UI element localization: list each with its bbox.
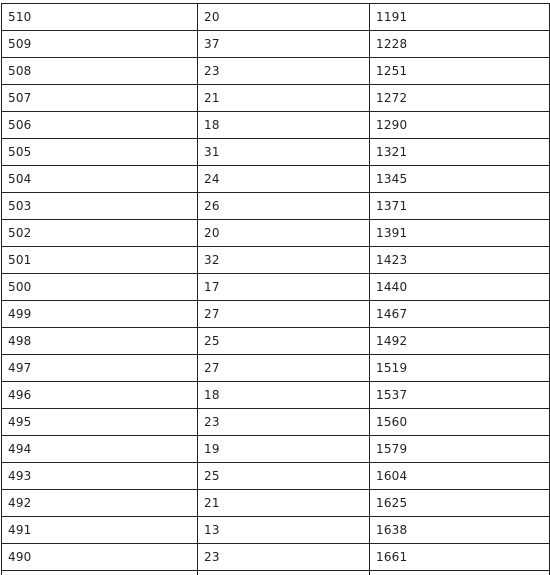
count-cell: 19 — [198, 436, 370, 463]
table-row — [2, 382, 550, 409]
cumulative-cell: 1560 — [370, 409, 550, 436]
table-row — [2, 409, 550, 436]
count-cell — [198, 571, 370, 575]
count-cell: 24 — [198, 166, 370, 193]
table-row — [2, 31, 550, 58]
cumulative-cell: 1191 — [370, 4, 550, 31]
table-row — [2, 4, 550, 31]
score-cell: 498 — [2, 328, 198, 355]
table-row — [2, 220, 550, 247]
table-row — [2, 517, 550, 544]
cumulative-cell: 1321 — [370, 139, 550, 166]
count-cell: 25 — [198, 328, 370, 355]
score-table-body — [2, 4, 550, 575]
count-cell: 23 — [198, 409, 370, 436]
count-cell: 13 — [198, 517, 370, 544]
table-row — [2, 112, 550, 139]
score-cell: 506 — [2, 112, 198, 139]
table-row — [2, 193, 550, 220]
cumulative-cell: 1251 — [370, 58, 550, 85]
cumulative-cell: 1492 — [370, 328, 550, 355]
count-cell: 20 — [198, 220, 370, 247]
score-cell: 509 — [2, 31, 198, 58]
table-row — [2, 85, 550, 112]
score-cell: 497 — [2, 355, 198, 382]
score-cell: 499 — [2, 301, 198, 328]
score-cell: 503 — [2, 193, 198, 220]
table-row — [2, 355, 550, 382]
cumulative-cell: 1391 — [370, 220, 550, 247]
score-cell: 505 — [2, 139, 198, 166]
score-cell: 508 — [2, 58, 198, 85]
cumulative-cell: 1272 — [370, 85, 550, 112]
score-cell: 495 — [2, 409, 198, 436]
score-cell: 496 — [2, 382, 198, 409]
count-cell: 27 — [198, 355, 370, 382]
table-row — [2, 58, 550, 85]
count-cell: 21 — [198, 490, 370, 517]
count-cell: 31 — [198, 139, 370, 166]
table-row — [2, 571, 550, 575]
table-row — [2, 139, 550, 166]
count-cell: 20 — [198, 4, 370, 31]
cumulative-cell: 1290 — [370, 112, 550, 139]
table-row — [2, 463, 550, 490]
score-table — [1, 3, 550, 575]
count-cell: 21 — [198, 85, 370, 112]
score-cell: 500 — [2, 274, 198, 301]
table-row — [2, 490, 550, 517]
count-cell: 32 — [198, 247, 370, 274]
count-cell: 23 — [198, 544, 370, 571]
cumulative-cell: 1604 — [370, 463, 550, 490]
count-cell: 17 — [198, 274, 370, 301]
cumulative-cell: 1579 — [370, 436, 550, 463]
cumulative-cell: 1228 — [370, 31, 550, 58]
count-cell: 27 — [198, 301, 370, 328]
cumulative-cell: 1519 — [370, 355, 550, 382]
cumulative-cell: 1467 — [370, 301, 550, 328]
count-cell: 23 — [198, 58, 370, 85]
score-cell: 492 — [2, 490, 198, 517]
score-cell: 494 — [2, 436, 198, 463]
score-cell: 504 — [2, 166, 198, 193]
table-row — [2, 436, 550, 463]
cumulative-cell: 1625 — [370, 490, 550, 517]
score-cell: 491 — [2, 517, 198, 544]
count-cell: 37 — [198, 31, 370, 58]
score-cell: 507 — [2, 85, 198, 112]
cumulative-cell: 1638 — [370, 517, 550, 544]
count-cell: 18 — [198, 112, 370, 139]
count-cell: 18 — [198, 382, 370, 409]
cumulative-cell: 1661 — [370, 544, 550, 571]
cumulative-cell: 1440 — [370, 274, 550, 301]
count-cell: 26 — [198, 193, 370, 220]
table-row — [2, 274, 550, 301]
table-row — [2, 247, 550, 274]
cumulative-cell: 1423 — [370, 247, 550, 274]
table-row — [2, 544, 550, 571]
cumulative-cell: 1371 — [370, 193, 550, 220]
score-cell: 490 — [2, 544, 198, 571]
score-cell — [2, 571, 198, 575]
table-row — [2, 166, 550, 193]
table-row — [2, 301, 550, 328]
score-cell: 493 — [2, 463, 198, 490]
count-cell: 25 — [198, 463, 370, 490]
cumulative-cell — [370, 571, 550, 575]
cumulative-cell: 1345 — [370, 166, 550, 193]
score-cell: 510 — [2, 4, 198, 31]
table-row — [2, 328, 550, 355]
cumulative-cell: 1537 — [370, 382, 550, 409]
score-cell: 502 — [2, 220, 198, 247]
score-cell: 501 — [2, 247, 198, 274]
